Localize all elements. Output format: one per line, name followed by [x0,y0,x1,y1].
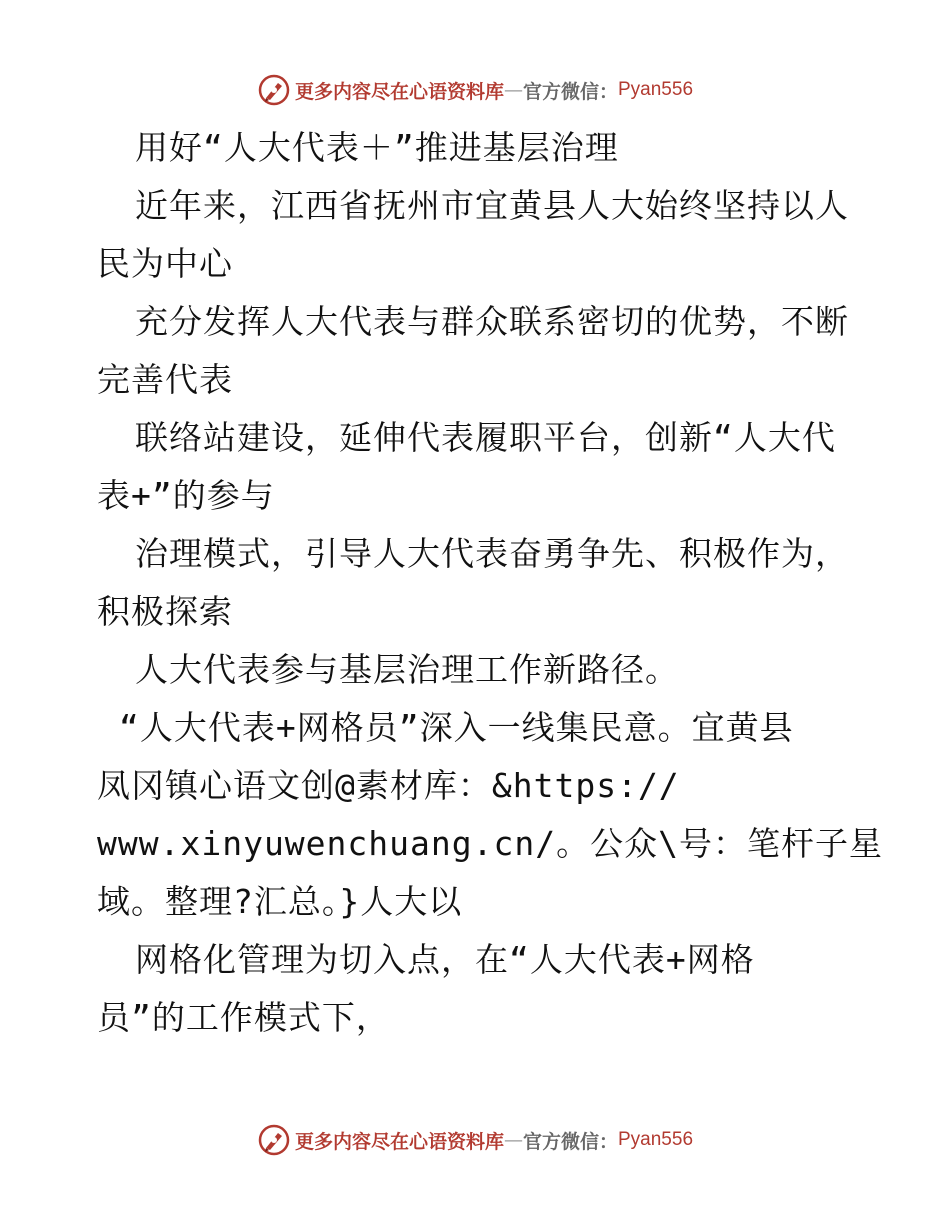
paragraph-line: 积极探索 [97,592,233,631]
paragraph-line: 网格化管理为切入点，在“人大代表+网格 [135,940,755,979]
footer-separator: — [503,1129,523,1151]
paragraph-line: 域。整理?汇总。}人大以 [97,882,463,921]
footer-banner [0,1120,950,1160]
paragraph-line: 民为中心 [97,244,233,283]
paragraph-line: 近年来，江西省抚州市宜黄县人大始终坚持以人 [135,186,849,225]
pen-circle-icon [257,1123,291,1157]
footer-wechat-label: 官方微信： [522,1130,618,1153]
paragraph-line: 员”的工作模式下， [97,998,390,1037]
pen-circle-icon [257,73,291,107]
header-banner [0,70,950,110]
paragraph-line: 表+”的参与 [97,476,275,515]
paragraph-line: 凤冈镇心语文创@素材库：&https:// [97,766,680,805]
paragraph-line: 治理模式，引导人大代表奋勇争先、积极作为， [135,534,849,573]
header-brand-text: 更多内容尽在心语资料库 [294,80,504,103]
paragraph-line: “人大代表+网格员”深入一线集民意。宜黄县 [119,708,794,747]
header-wechat-id: Pyan556 [618,79,694,100]
header-separator: — [503,79,523,101]
paragraph-line: 充分发挥人大代表与群众联系密切的优势，不断 [135,302,849,341]
paragraph-line: 人大代表参与基层治理工作新路径。 [135,650,679,689]
footer-brand-text: 更多内容尽在心语资料库 [294,1130,504,1153]
document-body [97,119,883,1047]
header-wechat-label: 官方微信： [522,80,618,103]
paragraph-line: 完善代表 [97,360,233,399]
paragraph-line: 联络站建设，延伸代表履职平台，创新“人大代 [135,418,836,457]
paragraph-line: www.xinyuwenchuang.cn/。公众\号：笔杆子星 [97,824,883,863]
document-title: 用好“人大代表＋”推进基层治理 [135,128,619,167]
footer-wechat-id: Pyan556 [618,1129,694,1150]
